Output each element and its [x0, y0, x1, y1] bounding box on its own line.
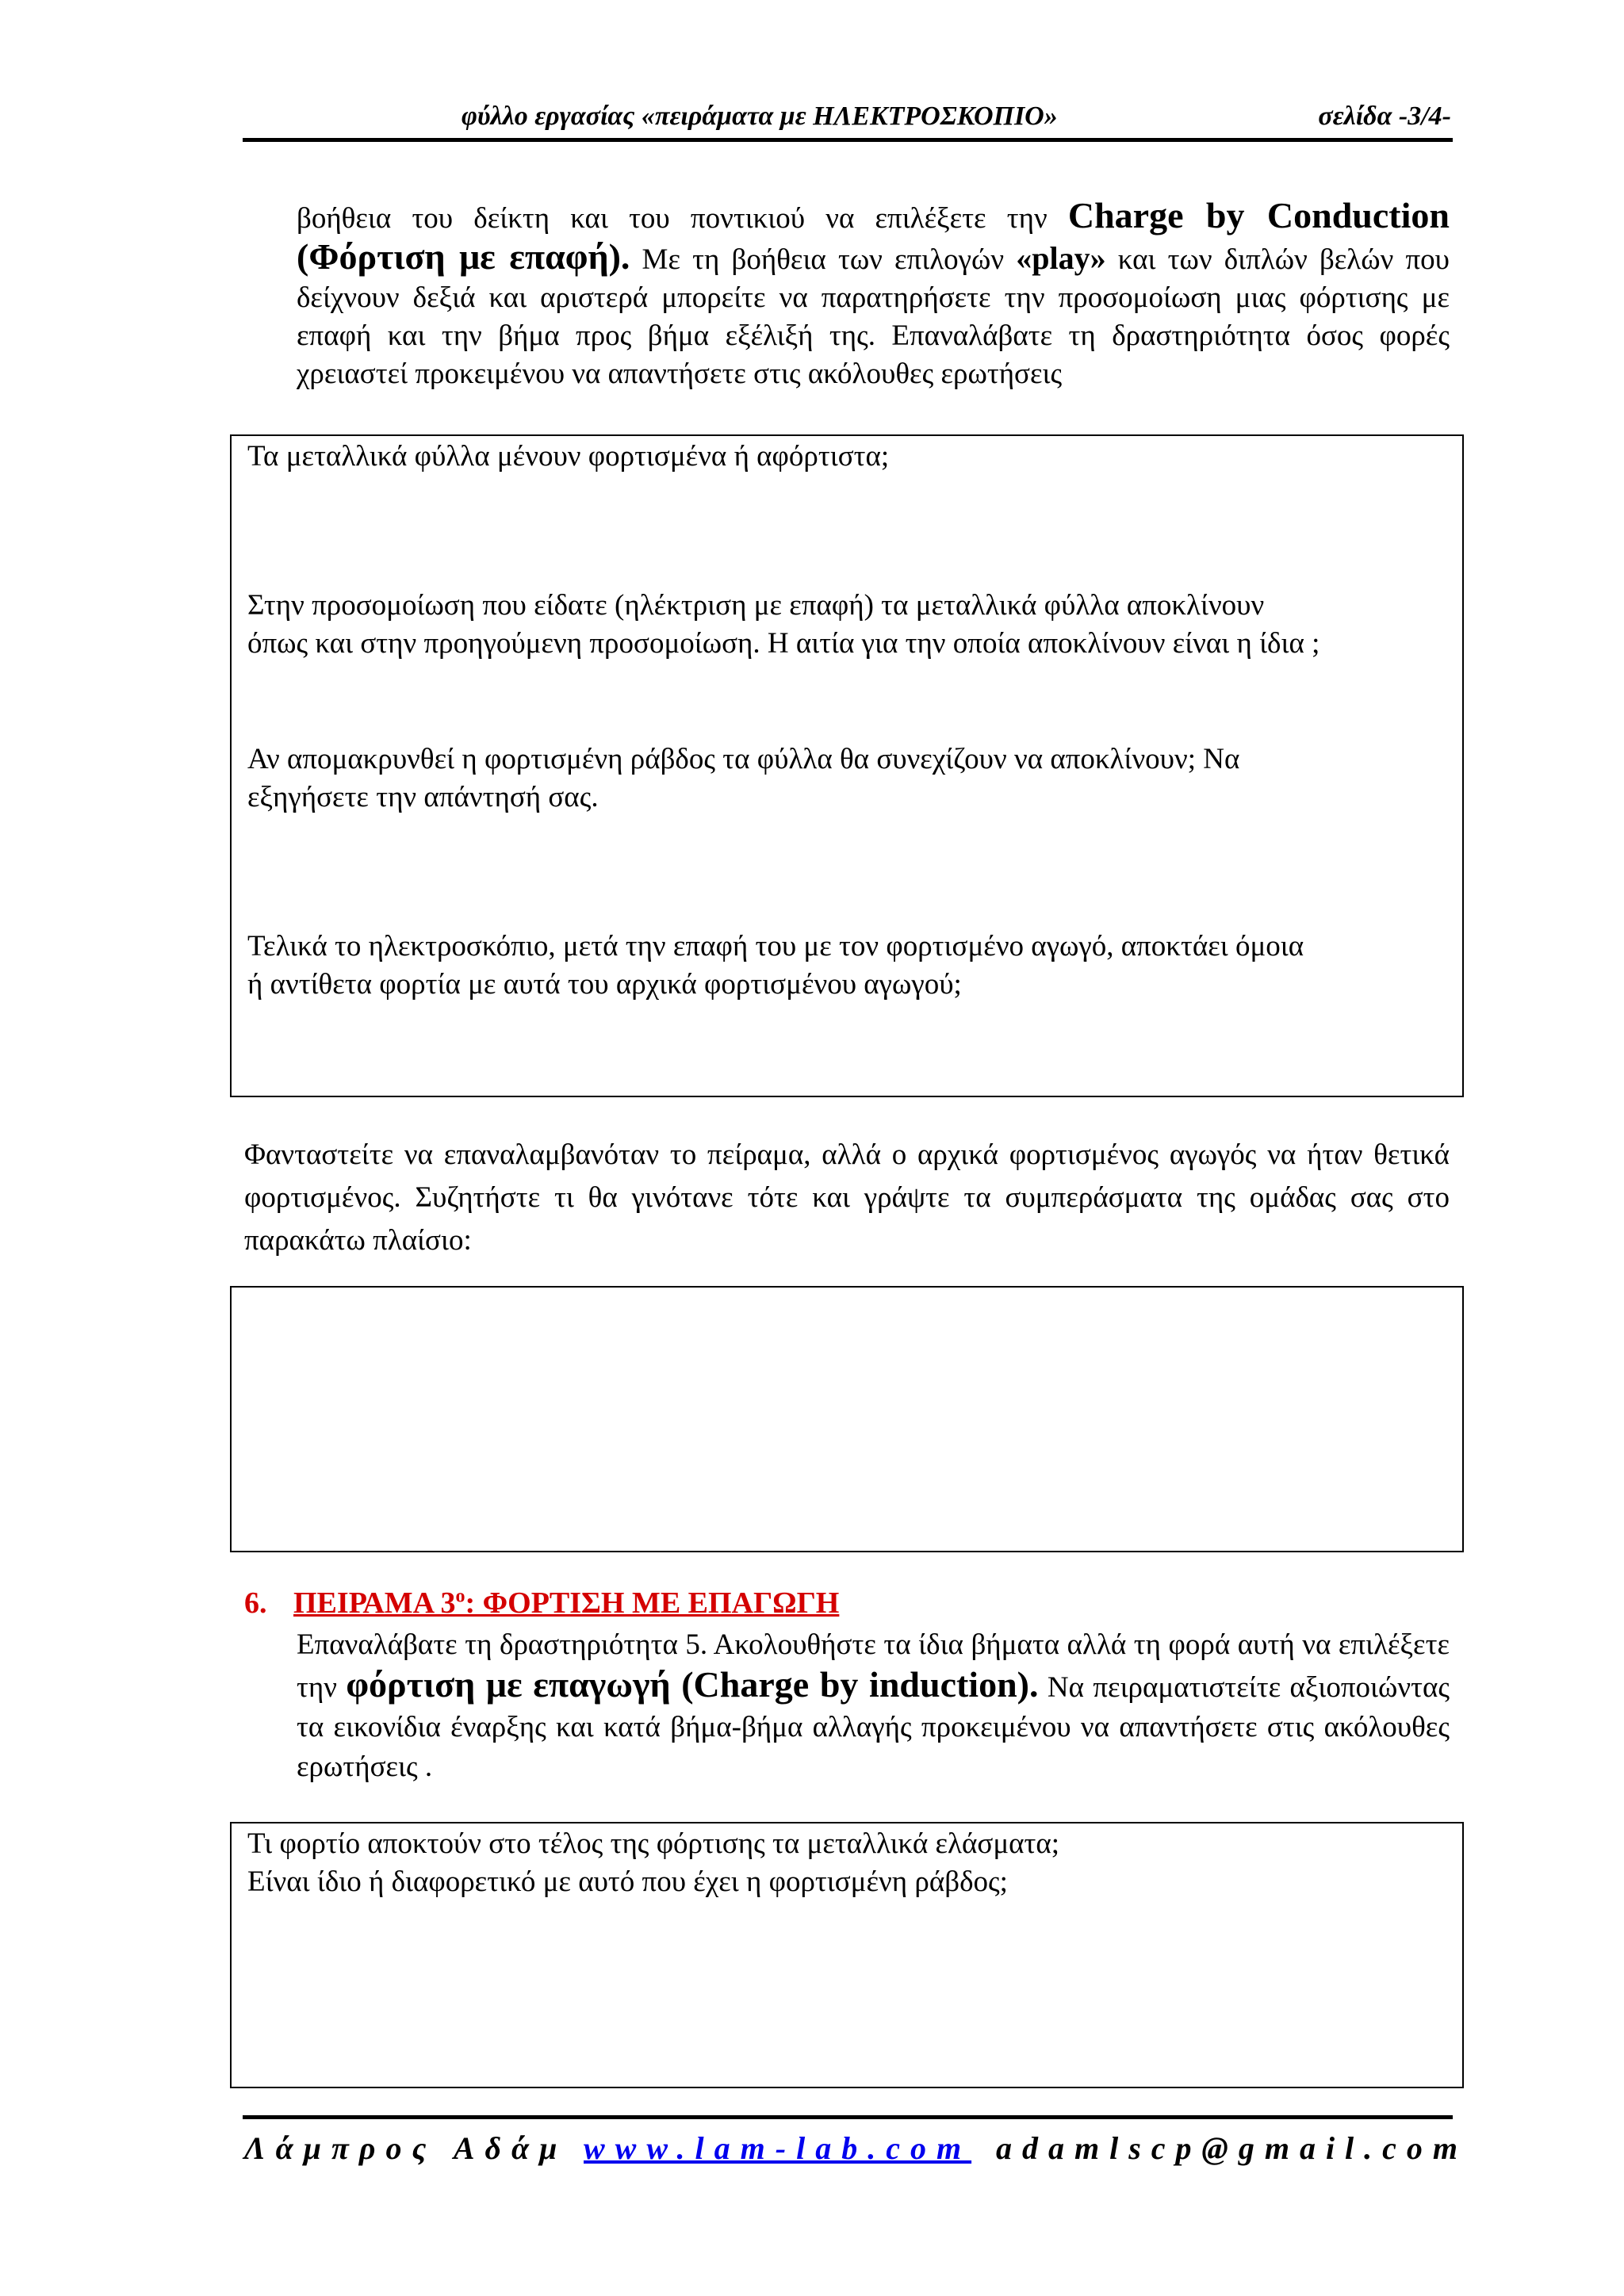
- play-label: «play»: [1016, 240, 1106, 276]
- charge-by-conduction-label: Charge by Conduction (Φόρτιση με επαφή).: [297, 195, 1450, 277]
- footer-email: adamlscp@gmail.com: [996, 2130, 1469, 2166]
- section-title-rest: : ΦΟΡΤΙΣΗ ΜΕ ΕΠΑΓΩΓΗ: [465, 1586, 840, 1620]
- charge-by-induction-label: φόρτιση με επαγωγή (Charge by induction).: [346, 1664, 1039, 1705]
- section-number: 6.: [244, 1586, 267, 1620]
- intro-paragraph: [297, 197, 1450, 393]
- question-4-line-1: Τελικά το ηλεκτροσκόπιο, μετά την επαφή του με τον φορτισμένο αγωγό, αποκτάει όμοια: [247, 930, 1304, 962]
- question-2: [247, 587, 1453, 663]
- question-4: [247, 928, 1453, 1004]
- section-title: [293, 1586, 839, 1620]
- footer-website-link[interactable]: www.lam-lab.com: [584, 2130, 972, 2166]
- section-title-superscript: ο: [455, 1586, 465, 1607]
- page-number: σελίδα -3/4-: [1318, 101, 1451, 131]
- question-3-line-2: εξηγήσετε την απάντησή σας.: [247, 781, 599, 813]
- final-question-1: Τι φορτίο αποκτούν στο τέλος της φόρτισης τα μεταλλικά ελάσματα;: [247, 1827, 1060, 1860]
- section-body-text-2: Να πειραματιστείτε αξιοποιώντας τα εικονίδια έναρξης και κατά βήμα-βήμα αλλαγής προκειμένου να απαντήσετε στις ακόλουθες ερωτήσεις .: [297, 1671, 1450, 1783]
- question-2-line-2: όπως και στην προηγούμενη προσομοίωση. Η αιτία για την οποία αποκλίνουν είναι η ίδια ;: [247, 627, 1320, 660]
- footer-divider: [243, 2115, 1453, 2119]
- questions-answer-box[interactable]: [230, 434, 1464, 1097]
- charge-answer-box[interactable]: [230, 1822, 1464, 2088]
- section-6-body: [297, 1625, 1450, 1787]
- imagine-paragraph: Φανταστείτε να επαναλαμβανόταν το πείραμα, αλλά ο αρχικά φορτισμένος αγωγός να ήταν θετικά φορτισμένος. Συζητήστε τι θα γινότανε τότε και γράψτε τα συμπεράσματα της ομάδας σας στο παρακάτω πλαίσιο:: [244, 1138, 1450, 1257]
- question-2-line-1: Στην προσομοίωση που είδατε (ηλέκτριση με επαφή) τα μεταλλικά φύλλα αποκλίνουν: [247, 589, 1265, 622]
- header-title: φύλλο εργασίας «πειράματα με ΗΛΕΚΤΡΟΣΚΟΠΙΟ»: [462, 101, 1058, 131]
- section-title-main: ΠΕΙΡΑΜΑ 3: [293, 1586, 456, 1620]
- intro-text-3: και των διπλών βελών που δείχνουν δεξιά και αριστερά μπορείτε να παρατηρήσετε την προσομοίωση μιας φόρτισης με επαφή και την βήμα προς βήμα εξέλιξή της. Επαναλάβατε τη δραστηριότητα όσος φορές χρειαστεί προκειμένου να απαντήσετε στις ακόλουθες ερωτήσεις: [297, 243, 1450, 390]
- header-divider: [243, 138, 1453, 142]
- section-body-text-1: Επαναλάβατε τη δραστηριότητα 5. Ακολουθήστε τα ίδια βήματα αλλά τη φορά αυτή να επιλέξετε την: [297, 1628, 1450, 1704]
- intro-text-2: Με τη βοήθεια των επιλογών: [630, 243, 1017, 276]
- conclusions-answer-box[interactable]: [230, 1286, 1464, 1552]
- question-4-line-2: ή αντίθετα φορτία με αυτά του αρχικά φορτισμένου αγωγού;: [247, 968, 962, 1001]
- question-3: [247, 740, 1453, 817]
- question-1: Τα μεταλλικά φύλλα μένουν φορτισμένα ή αφόρτιστα;: [247, 440, 890, 473]
- intro-text-1: βοήθεια του δείκτη και του ποντικιού να επιλέξετε την: [297, 202, 1068, 235]
- section-6-heading: [244, 1586, 839, 1621]
- footer-author: Λάμπρος Αδάμ: [244, 2130, 568, 2166]
- question-3-line-1: Αν απομακρυνθεί η φορτισμένη ράβδος τα φύλλα θα συνεχίζουν να αποκλίνουν; Να: [247, 743, 1240, 775]
- final-question-2: Είναι ίδιο ή διαφορετικό με αυτό που έχει η φορτισμένη ράβδος;: [247, 1866, 1008, 1898]
